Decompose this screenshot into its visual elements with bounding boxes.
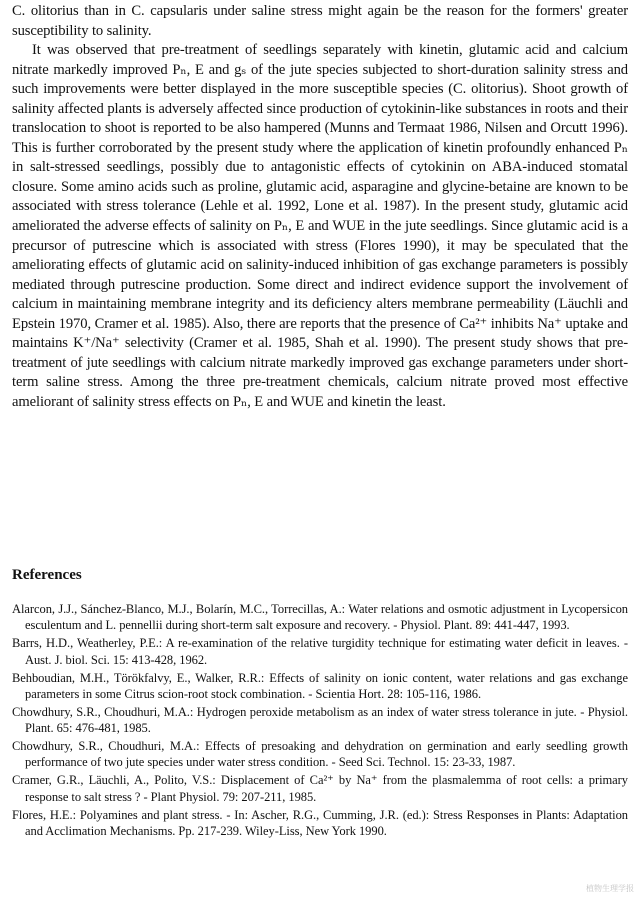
reference-item: Barrs, H.D., Weatherley, P.E.: A re-examination of the relative turgidity technique for estimating water deficit in leaves. - Aust. J. biol. Sci. 15: 413-428, 1962. [12, 636, 628, 667]
paragraph-discussion: It was observed that pre-treatment of seedlings separately with kinetin, glutamic acid and calcium nitrate markedly improved Pₙ, E and gₛ of the jute species subjected to short-duration salinity stress and such improvements were better displayed in the more susceptible species (C. olitorius). Shoot growth of salinity affected plants is adversely affected since production of cytokinin-like substances in roots and their translocation to shoot is reported to be also hampered (Munns and Termaat 1986, Nilsen and Orcutt 1996). This is further corroborated by the present study where the application of kinetin profoundly enhanced Pₙ in salt-stressed seedlings, possibly due to antagonistic effects of cytokinin on ABA-induced stomatal closure. Some amino acids such as proline, glutamic acid, asparagine and glycine-betaine are known to be associated with stress tolerance (Lehle et al. 1992, Lone et al. 1987). In the present study, glutamic acid ameliorated the adverse effects of salinity on Pₙ, E and WUE in the jute seedlings. Since glutamic acid is a precursor of putrescine which is associated with stress (Flores 1990), it may be speculated that the ameliorating effects of glutamic acid on salinity-induced inhibition of gas exchange parameters is possibly mediated through putrescine production. Some direct and indirect evidence support the involvement of calcium in maintaining membrane integrity and its deficiency alters membrane permeability (Läuchli and Epstein 1970, Cramer et al. 1985). Also, there are reports that the presence of Ca²⁺ inhibits Na⁺ uptake and maintains K⁺/Na⁺ selectivity (Cramer et al. 1985, Shah et al. 1990). The present study shows that pre-treatment of jute seedlings with calcium nitrate markedly improved gas exchange parameters under short-term saline stress. Among the three pre-treatment chemicals, calcium nitrate proved most effective ameliorant of salinity stress effects on Pₙ, E and WUE and kinetin the least. [12, 42, 628, 410]
reference-item: Alarcon, J.J., Sánchez-Blanco, M.J., Bolarín, M.C., Torrecillas, A.: Water relations and osmotic adjustment in Lycopersicon esculentum and L. pennellii during short-term salt exposure and recovery. - Physiol. Plant. 89: 441-447, 1993. [12, 602, 628, 633]
discussion-body [12, 2, 628, 412]
reference-item: Cramer, G.R., Läuchli, A., Polito, V.S.: Displacement of Ca²⁺ by Na⁺ from the plasmalemma of root cells: a primary response to salt stress ? - Plant Physiol. 79: 207-211, 1985. [12, 773, 628, 804]
reference-list [12, 601, 628, 841]
reference-item: Behboudian, M.H., Törökfalvy, E., Walker, R.R.: Effects of salinity on ionic content, water relations and gas exchange parameters in some Citrus scion-root stock combination. - Scientia Hort. 28: 105-116, 1986. [12, 670, 628, 701]
paragraph-continuation: C. olitorius than in C. capsularis under saline stress might again be the reason for the formers' greater susceptibility to salinity. [12, 3, 628, 39]
reference-item: Chowdhury, S.R., Choudhuri, M.A.: Effects of presoaking and dehydration on germination and early seedling growth performance of two jute species under water stress condition. - Seed Sci. Technol. 15: 23-33, 1987. [12, 739, 628, 770]
reference-item: Chowdhury, S.R., Choudhuri, M.A.: Hydrogen peroxide metabolism as an index of water stress tolerance in jute. - Physiol. Plant. 65: 476-481, 1985. [12, 704, 628, 736]
watermark: 植物生理学报 [586, 884, 634, 893]
reference-item: Flores, H.E.: Polyamines and plant stress. - In: Ascher, R.G., Cumming, J.R. (ed.): Stress Responses in Plants: Adaptation and Acclimation Mechanisms. Pp. 217-239. Wiley-Liss, New York 1990. [12, 807, 628, 838]
references-heading: References [12, 567, 82, 583]
